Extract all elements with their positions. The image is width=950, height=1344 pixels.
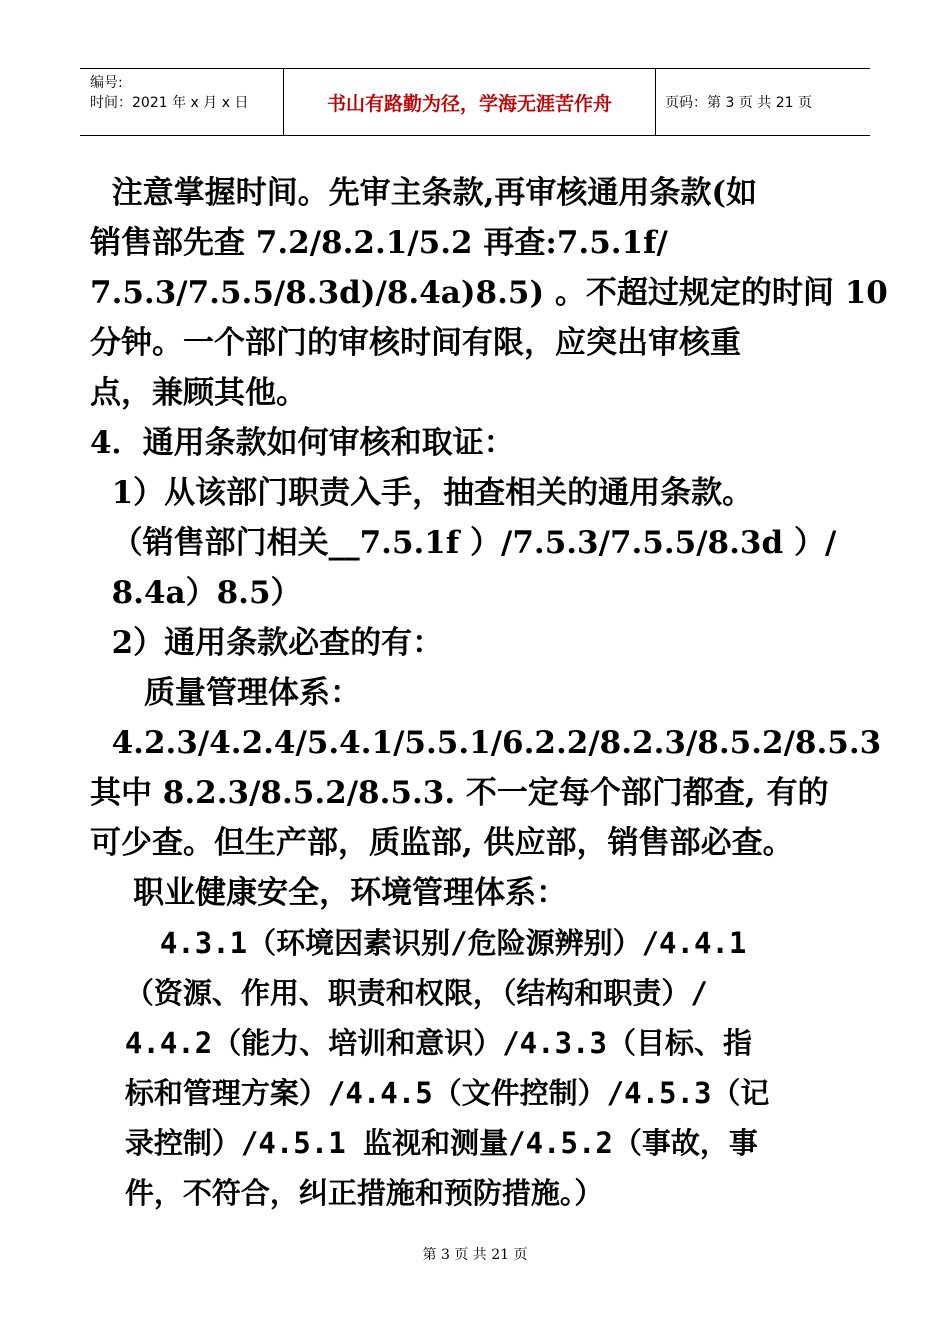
body-line: 4.3.1（环境因素识别/危险源辨别）/4.4.1 bbox=[90, 926, 747, 960]
body-line: 2）通用条款必查的有： bbox=[90, 625, 444, 661]
body-line: 注意掌握时间。先审主条款,再审核通用条款(如 bbox=[90, 175, 758, 211]
header-motto-cell bbox=[283, 69, 656, 135]
body-line: （销售部门相关__7.5.1f ）/7.5.3/7.5.5/8.3d ）/ bbox=[90, 525, 837, 561]
document-body bbox=[90, 168, 888, 1218]
body-line: 件，不符合，纠正措施和预防措施。） bbox=[90, 1176, 604, 1210]
body-line: （资源、作用、职责和权限，（结构和职责）/ bbox=[90, 976, 708, 1010]
header-page-info: 页码：第 3 页 共 21 页 bbox=[665, 95, 812, 111]
body-line: 4.4.2（能力、培训和意识）/4.3.3（目标、指 bbox=[90, 1026, 752, 1060]
body-line: 7.5.3/7.5.5/8.3d)/8.4a)8.5) 。不超过规定的时间 10 bbox=[90, 275, 888, 311]
body-line: 录控制）/4.5.1 监视和测量/4.5.2（事故，事 bbox=[90, 1126, 758, 1160]
body-line: 分钟。一个部门的审核时间有限，应突出审核重 bbox=[90, 325, 741, 361]
body-line: 点，兼顾其他。 bbox=[90, 375, 307, 411]
body-line: 标和管理方案）/4.4.5（文件控制）/4.5.3（记 bbox=[90, 1076, 770, 1110]
body-line: 可少查。但生产部，质监部, 供应部，销售部必查。 bbox=[90, 825, 794, 861]
time-label: 时间：2021 年 x 月 x 日 bbox=[90, 95, 249, 111]
page-footer: 第 3 页 共 21 页 bbox=[422, 1247, 528, 1263]
header-motto: 书山有路勤为径，学海无涯苦作舟 bbox=[326, 92, 612, 115]
body-line: 销售部先查 7.2/8.2.1/5.2 再查:7.5.1f/ bbox=[90, 225, 668, 261]
body-line: 职业健康安全，环境管理体系： bbox=[90, 875, 568, 911]
serial-label: 编号: bbox=[90, 75, 123, 91]
header-meta bbox=[80, 69, 283, 135]
body-line: 4．通用条款如何审核和取证： bbox=[90, 425, 515, 461]
body-line: 1）从该部门职责入手，抽查相关的通用条款。 bbox=[90, 475, 754, 511]
body-line: 其中 8.2.3/8.5.2/8.5.3. 不一定每个部门都查, 有的 bbox=[90, 775, 829, 811]
page-header bbox=[80, 68, 870, 136]
body-line: 4.2.3/4.2.4/5.4.1/5.5.1/6.2.2/8.2.3/8.5.2/8.5.3 bbox=[90, 725, 882, 761]
body-line: 质量管理体系： bbox=[90, 675, 361, 711]
body-line: 8.4a）8.5） bbox=[90, 575, 302, 611]
